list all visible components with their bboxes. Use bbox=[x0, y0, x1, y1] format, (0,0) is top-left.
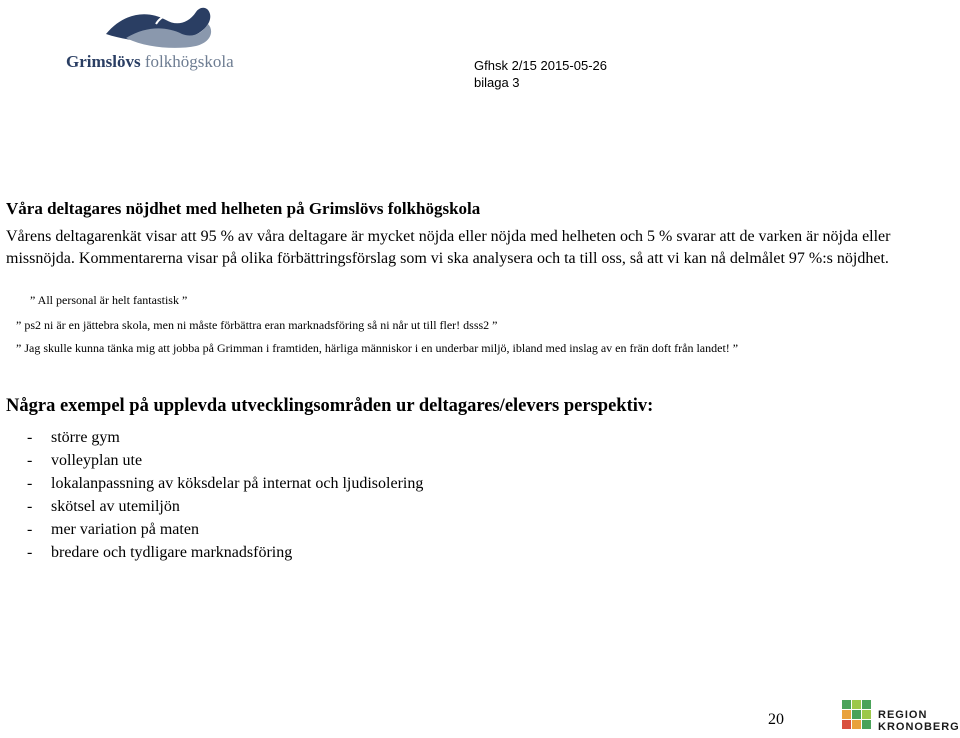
logo-text-light: folkhögskola bbox=[144, 52, 234, 71]
section2-heading: Några exempel på upplevda utvecklingsområden ur deltagares/elevers perspektiv: bbox=[6, 396, 654, 416]
quote-1: ” All personal är helt fantastisk ” bbox=[30, 293, 188, 307]
list-item bbox=[27, 472, 423, 495]
improvement-list bbox=[27, 426, 423, 564]
grimslovs-logo bbox=[62, 4, 237, 72]
list-bullet: - bbox=[27, 544, 33, 561]
section1-intro: Vårens deltagarenkät visar att 95 % av våra deltagare är mycket nöjda eller nöjda med helheten och 5 % svarar att de varken är nöjda eller missnöjda. Kommentarerna visar på olika förbättringsförslag som vi ska analysera och ta till oss, så att vi kan nå delmålet 97 %:s nöjdhet. bbox=[6, 228, 891, 267]
quote-3: ” Jag skulle kunna tänka mig att jobba på Grimman i framtiden, härliga människor i en underbar miljö, ibland med inslag av en frän doft från landet! ” bbox=[16, 341, 739, 355]
list-item bbox=[27, 518, 423, 541]
list-bullet: - bbox=[27, 429, 33, 446]
region-wordmark bbox=[878, 709, 960, 733]
list-item bbox=[27, 495, 423, 518]
region-line2: KRONOBERG bbox=[878, 721, 960, 733]
quote-2: ” ps2 ni är en jättebra skola, men ni måste förbättra eran marknadsföring så ni når ut till fler! dsss2 ” bbox=[16, 318, 498, 332]
list-item bbox=[27, 449, 423, 472]
list-item-text: mer variation på maten bbox=[51, 521, 199, 538]
list-item-text: volleyplan ute bbox=[51, 452, 143, 469]
list-item bbox=[27, 541, 423, 564]
list-bullet: - bbox=[27, 521, 33, 538]
page-number: 20 bbox=[768, 711, 784, 728]
list-item-text: bredare och tydligare marknadsföring bbox=[51, 544, 293, 561]
list-item-text: skötsel av utemiljön bbox=[51, 498, 180, 515]
logo-wordmark bbox=[66, 52, 234, 72]
list-bullet: - bbox=[27, 452, 33, 469]
region-kronoberg-logo bbox=[842, 700, 960, 736]
logo-text-bold: Grimslövs bbox=[66, 52, 141, 71]
doc-ref-line2: bilaga 3 bbox=[474, 75, 520, 90]
region-line1: REGION bbox=[878, 709, 928, 721]
region-emblem-icon bbox=[842, 700, 872, 730]
list-item-text: större gym bbox=[51, 429, 120, 446]
list-item-text: lokalanpassning av köksdelar på internat och ljudisolering bbox=[51, 475, 424, 492]
list-bullet: - bbox=[27, 498, 33, 515]
section1-heading: Våra deltagares nöjdhet med helheten på Grimslövs folkhögskola bbox=[6, 199, 481, 218]
list-item bbox=[27, 426, 423, 449]
doc-ref-line1: Gfhsk 2/15 2015-05-26 bbox=[474, 58, 607, 73]
document-reference bbox=[474, 57, 607, 91]
list-bullet: - bbox=[27, 475, 33, 492]
swan-logo-icon bbox=[96, 4, 226, 52]
